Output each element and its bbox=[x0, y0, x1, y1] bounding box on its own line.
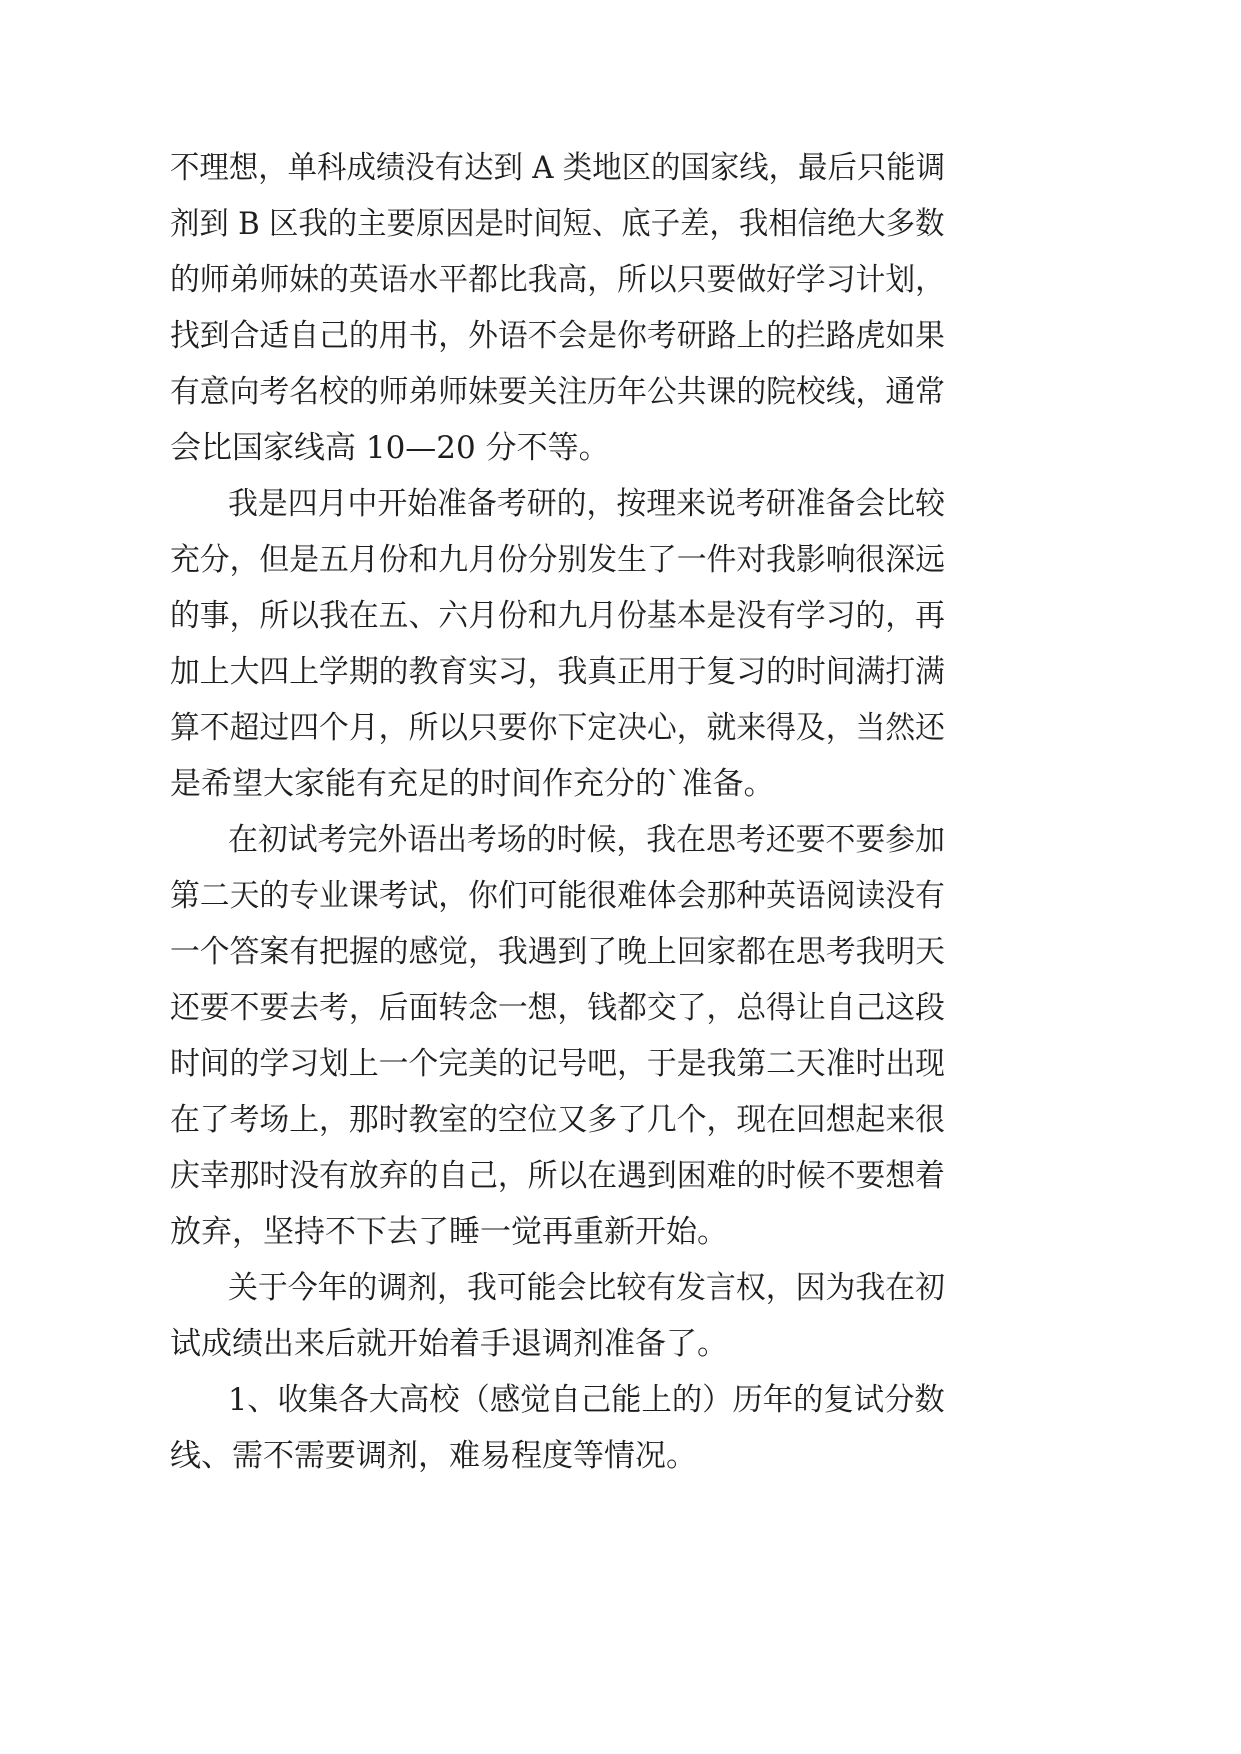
line-text: 1、收集各大高校（感觉自己能上的）历年的复试分数 bbox=[228, 1382, 945, 1418]
text-line bbox=[0, 1146, 1241, 1206]
line-text: 不理想，单科成绩没有达到 A 类地区的国家线，最后只能调 bbox=[170, 150, 946, 186]
line-text: 充分，但是五月份和九月份分别发生了一件对我影响很深远 bbox=[170, 542, 945, 578]
line-text: 关于今年的调剂，我可能会比较有发言权，因为我在初 bbox=[228, 1270, 945, 1306]
text-line bbox=[0, 362, 1241, 422]
text-line bbox=[0, 138, 1241, 198]
text-line bbox=[0, 698, 1241, 758]
line-text: 试成绩出来后就开始着手退调剂准备了。 bbox=[170, 1326, 728, 1362]
text-line bbox=[0, 642, 1241, 702]
line-text: 我是四月中开始准备考研的，按理来说考研准备会比较 bbox=[228, 486, 945, 522]
line-text: 有意向考名校的师弟师妹要关注历年公共课的院校线，通常 bbox=[170, 374, 945, 410]
line-text: 时间的学习划上一个完美的记号吧，于是我第二天准时出现 bbox=[170, 1046, 945, 1082]
text-line bbox=[0, 754, 1241, 814]
text-line bbox=[0, 530, 1241, 590]
line-text: 庆幸那时没有放弃的自己，所以在遇到困难的时候不要想着 bbox=[170, 1158, 945, 1194]
text-line bbox=[0, 1202, 1241, 1262]
line-text: 会比国家线高 10—20 分不等。 bbox=[170, 430, 610, 466]
text-line bbox=[0, 194, 1241, 254]
line-text: 算不超过四个月，所以只要你下定决心，就来得及，当然还 bbox=[170, 710, 945, 746]
line-text: 线、需不需要调剂，难易程度等情况。 bbox=[170, 1438, 697, 1474]
text-line bbox=[0, 250, 1241, 310]
line-text: 在初试考完外语出考场的时候，我在思考还要不要参加 bbox=[228, 822, 945, 858]
text-line bbox=[0, 418, 1241, 478]
text-line bbox=[0, 810, 1241, 870]
text-line bbox=[0, 922, 1241, 982]
text-line bbox=[0, 306, 1241, 366]
line-text: 找到合适自己的用书，外语不会是你考研路上的拦路虎如果 bbox=[170, 318, 945, 354]
text-line bbox=[0, 1426, 1241, 1486]
text-line bbox=[0, 1370, 1241, 1430]
text-line bbox=[0, 1090, 1241, 1150]
line-text: 一个答案有把握的感觉，我遇到了晚上回家都在思考我明天 bbox=[170, 934, 945, 970]
text-line bbox=[0, 1314, 1241, 1374]
line-text: 加上大四上学期的教育实习，我真正用于复习的时间满打满 bbox=[170, 654, 945, 690]
line-text: 还要不要去考，后面转念一想，钱都交了，总得让自己这段 bbox=[170, 990, 945, 1026]
line-text: 第二天的专业课考试，你们可能很难体会那种英语阅读没有 bbox=[170, 878, 945, 914]
line-text: 放弃，坚持不下去了睡一觉再重新开始。 bbox=[170, 1214, 728, 1250]
line-text: 的事，所以我在五、六月份和九月份基本是没有学习的，再 bbox=[170, 598, 945, 634]
text-line bbox=[0, 978, 1241, 1038]
line-text: 是希望大家能有充足的时间作充分的`准备。 bbox=[170, 766, 775, 802]
text-line bbox=[0, 586, 1241, 646]
text-line bbox=[0, 1258, 1241, 1318]
line-text: 剂到 B 区我的主要原因是时间短、底子差，我相信绝大多数 bbox=[170, 206, 945, 242]
text-line bbox=[0, 866, 1241, 926]
line-text: 在了考场上，那时教室的空位又多了几个，现在回想起来很 bbox=[170, 1102, 945, 1138]
line-text: 的师弟师妹的英语水平都比我高，所以只要做好学习计划， bbox=[170, 262, 945, 298]
text-line bbox=[0, 474, 1241, 534]
text-line bbox=[0, 1034, 1241, 1094]
